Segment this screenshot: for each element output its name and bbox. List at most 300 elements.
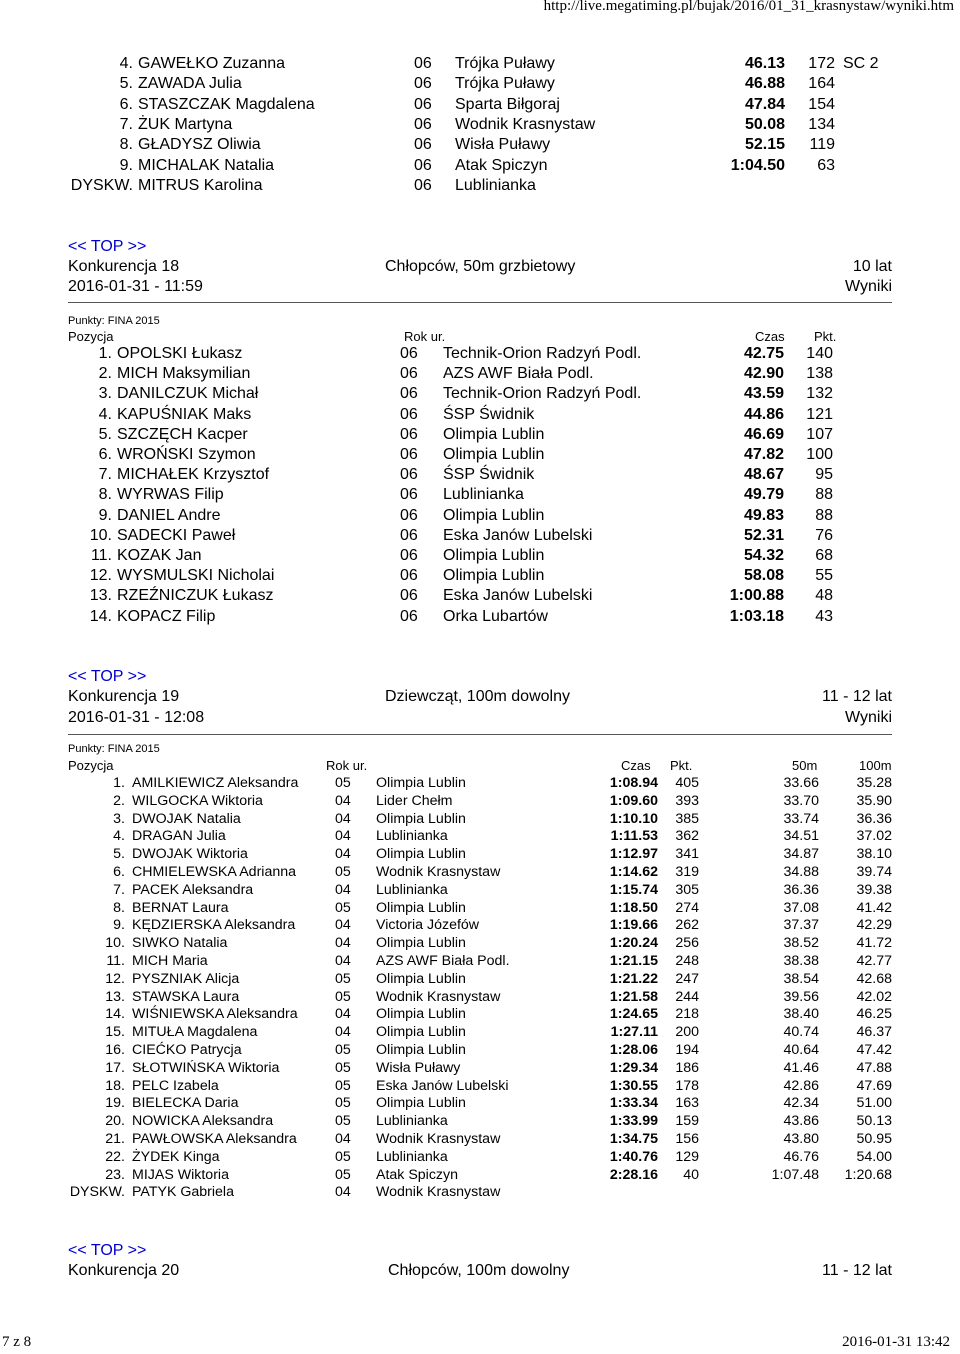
position: 14. xyxy=(89,607,112,625)
birth-year: 06 xyxy=(414,55,432,72)
split-50m: 33.70 xyxy=(783,792,819,809)
position: 3. xyxy=(113,810,125,827)
time: 46.69 xyxy=(743,425,784,443)
header-split-100m: 100m xyxy=(859,758,892,773)
position: 18. xyxy=(105,1077,125,1094)
birth-year: 06 xyxy=(400,587,418,605)
birth-year: 05 xyxy=(335,1059,351,1076)
position: 12. xyxy=(105,970,125,987)
birth-year: 04 xyxy=(335,1024,351,1041)
time: 1:08.94 xyxy=(609,775,658,791)
position: 5. xyxy=(119,75,133,93)
position: 16. xyxy=(105,1042,125,1058)
name: NOWICKA Aleksandra xyxy=(132,1113,274,1130)
header-points: Pkt. xyxy=(670,758,693,773)
points-system: Punkty: FINA 2015 xyxy=(68,315,160,327)
time: 1:21.15 xyxy=(609,953,658,969)
position: 15. xyxy=(105,1024,125,1041)
time: 1:10.10 xyxy=(609,810,658,827)
split-100m: 46.25 xyxy=(856,1006,892,1023)
time: 50.08 xyxy=(744,115,785,133)
split-50m: 40.74 xyxy=(783,1024,819,1041)
name: BIELECKA Daria xyxy=(132,1095,239,1112)
birth-year: 04 xyxy=(335,810,351,827)
time: 1:33.34 xyxy=(609,1095,658,1112)
points: 119 xyxy=(809,136,835,154)
name: KAPUŚNIAK Maks xyxy=(117,405,252,423)
birth-year: 05 xyxy=(335,988,351,1005)
header-time: Czas xyxy=(621,758,651,773)
name: GAWEŁKO Zuzanna xyxy=(138,55,286,72)
split-50m: 38.52 xyxy=(783,935,819,952)
split-100m: 38.10 xyxy=(856,846,892,863)
time: 49.83 xyxy=(743,506,784,524)
birth-year: 06 xyxy=(414,115,432,133)
time: 1:12.97 xyxy=(609,846,658,863)
time: 42.90 xyxy=(743,365,784,383)
position: 22. xyxy=(105,1148,125,1165)
top-link[interactable]: << TOP >> xyxy=(68,1242,147,1259)
club: Olimpia Lublin xyxy=(443,567,545,585)
split-100m: 42.29 xyxy=(856,917,892,934)
split-100m: 39.38 xyxy=(856,881,892,898)
birth-year: 06 xyxy=(400,345,418,362)
header-position: Pozycja xyxy=(68,758,114,773)
birth-year: 06 xyxy=(414,176,432,194)
club: Atak Spiczyn xyxy=(376,1166,459,1183)
position: 5. xyxy=(98,425,112,443)
club: Wodnik Krasnystaw xyxy=(376,1184,501,1201)
split-50m: 37.08 xyxy=(783,899,819,916)
birth-year: 05 xyxy=(335,864,351,880)
club: Wodnik Krasnystaw xyxy=(376,1131,501,1147)
event-datetime: 2016-01-31 - 12:08 xyxy=(68,709,205,726)
points: 244 xyxy=(675,988,699,1005)
club: Victoria Józefów xyxy=(376,917,480,934)
position: 8. xyxy=(98,486,112,504)
header-time: Czas xyxy=(755,329,785,344)
position: 4. xyxy=(98,405,112,423)
split-100m: 50.95 xyxy=(856,1131,892,1147)
club: Trójka Puławy xyxy=(455,75,555,93)
points: 159 xyxy=(675,1113,699,1130)
birth-year: 04 xyxy=(335,917,351,934)
page-number: 7 z 8 xyxy=(2,1334,32,1350)
club: Olimpia Lublin xyxy=(376,1095,466,1112)
points: 218 xyxy=(675,1006,699,1023)
split-100m: 51.00 xyxy=(856,1095,892,1112)
split-100m: 47.42 xyxy=(856,1042,892,1058)
position: 7. xyxy=(119,115,133,133)
club: AZS AWF Biała Podl. xyxy=(376,953,510,969)
split-100m: 54.00 xyxy=(856,1148,892,1165)
club: Lublinianka xyxy=(376,828,448,845)
split-100m: 47.88 xyxy=(856,1059,892,1076)
page-url: http://live.megatiming.pl/bujak/2016/01_31_krasnystaw/wyniki.htm xyxy=(543,0,954,14)
position: 21. xyxy=(105,1131,125,1147)
event-datetime: 2016-01-31 - 11:59 xyxy=(68,278,203,295)
name: GŁADYSZ Oliwia xyxy=(138,136,261,154)
name: PAWŁOWSKA Aleksandra xyxy=(132,1131,297,1147)
club: Olimpia Lublin xyxy=(376,775,466,791)
split-50m: 1:07.48 xyxy=(771,1166,819,1183)
birth-year: 05 xyxy=(335,1166,351,1183)
split-100m: 35.28 xyxy=(856,775,892,791)
position: 7. xyxy=(113,881,125,898)
name: WILGOCKA Wiktoria xyxy=(132,792,263,809)
name: DANIEL Andre xyxy=(117,506,221,524)
note: SC 2 xyxy=(843,55,879,72)
club: Wisła Puławy xyxy=(376,1059,461,1076)
name: OPOLSKI Łukasz xyxy=(117,345,243,362)
position: 6. xyxy=(98,446,112,463)
club: Eska Janów Lubelski xyxy=(443,587,593,605)
time: 1:30.55 xyxy=(609,1077,658,1094)
split-50m: 38.40 xyxy=(783,1006,819,1023)
points: 164 xyxy=(808,75,835,93)
name: STAWSKA Laura xyxy=(132,988,240,1005)
points: 247 xyxy=(675,970,699,987)
time: 46.88 xyxy=(744,75,785,93)
points: 140 xyxy=(806,345,833,362)
birth-year: 05 xyxy=(335,775,351,791)
time: 1:27.11 xyxy=(610,1024,658,1041)
event-number: Konkurencja 18 xyxy=(68,258,180,275)
name: CIEĆKO Patrycja xyxy=(132,1042,242,1058)
club: Olimpia Lublin xyxy=(443,506,545,524)
split-100m: 37.02 xyxy=(856,828,892,845)
points: 200 xyxy=(675,1024,699,1041)
club: Lublinianka xyxy=(455,176,536,194)
points: 319 xyxy=(675,864,699,880)
header-split-50m: 50m xyxy=(792,758,818,773)
birth-year: 04 xyxy=(335,1184,351,1201)
name: MIJAS Wiktoria xyxy=(132,1166,229,1183)
time: 1:09.60 xyxy=(609,792,658,809)
points: 63 xyxy=(817,156,835,174)
position: DYSKW. xyxy=(69,1184,125,1201)
club: Lider Chełm xyxy=(376,792,453,809)
time: 54.32 xyxy=(743,547,784,564)
club: Technik-Orion Radzyń Podl. xyxy=(443,385,642,403)
time: 1:15.74 xyxy=(609,881,658,898)
split-100m: 39.74 xyxy=(856,864,892,880)
birth-year: 05 xyxy=(335,1077,351,1094)
name: KOPACZ Filip xyxy=(117,607,216,625)
birth-year: 05 xyxy=(335,899,351,916)
position: 8. xyxy=(113,899,125,916)
points: 88 xyxy=(815,506,833,524)
birth-year: 04 xyxy=(335,1131,351,1147)
name: PYSZNIAK Alicja xyxy=(132,970,240,987)
name: MITRUS Karolina xyxy=(138,176,263,194)
position: 13. xyxy=(89,587,112,605)
position: 2. xyxy=(113,792,125,809)
position: 11. xyxy=(106,953,125,969)
position: 14. xyxy=(105,1006,125,1023)
position: 9. xyxy=(98,506,112,524)
position: 4. xyxy=(113,828,125,845)
position: 10. xyxy=(89,526,112,544)
name: MICH Maria xyxy=(132,953,208,969)
time: 58.08 xyxy=(743,567,784,585)
time: 47.84 xyxy=(744,95,785,113)
points: 68 xyxy=(815,547,833,564)
name: RZEŹNICZUK Łukasz xyxy=(117,587,274,605)
points: 163 xyxy=(675,1095,699,1112)
event-title: Chłopców, 50m grzbietowy xyxy=(385,258,576,275)
position: 1. xyxy=(98,345,112,362)
points: 178 xyxy=(675,1077,699,1094)
name: MICH Maksymilian xyxy=(117,365,251,383)
time: 1:14.62 xyxy=(609,864,658,880)
position: 7. xyxy=(98,466,112,484)
club: Olimpia Lublin xyxy=(443,547,545,564)
birth-year: 06 xyxy=(400,425,418,443)
birth-year: 06 xyxy=(400,547,418,564)
points: 76 xyxy=(815,526,833,544)
club: Eska Janów Lubelski xyxy=(443,526,593,544)
birth-year: 06 xyxy=(400,405,418,423)
club: Lublinianka xyxy=(443,486,524,504)
top-link[interactable]: << TOP >> xyxy=(68,668,147,685)
time: 1:03.18 xyxy=(729,607,784,625)
birth-year: 05 xyxy=(335,1113,351,1130)
club: Olimpia Lublin xyxy=(376,935,466,952)
position: 1. xyxy=(113,775,125,791)
birth-year: 06 xyxy=(400,506,418,524)
club: Sparta Biłgoraj xyxy=(455,95,560,113)
name: PATYK Gabriela xyxy=(132,1184,234,1201)
birth-year: 04 xyxy=(335,828,351,845)
points: 121 xyxy=(806,405,833,423)
split-50m: 36.36 xyxy=(783,881,819,898)
time: 52.31 xyxy=(743,526,784,544)
birth-year: 06 xyxy=(400,365,418,383)
points: 194 xyxy=(675,1042,699,1058)
points: 107 xyxy=(806,425,833,443)
birth-year: 05 xyxy=(335,1095,351,1112)
club: Eska Janów Lubelski xyxy=(376,1077,509,1094)
points: 40 xyxy=(683,1166,699,1183)
time: 1:21.58 xyxy=(609,988,658,1005)
birth-year: 06 xyxy=(400,446,418,463)
points: 172 xyxy=(808,55,835,72)
position: 19. xyxy=(105,1095,125,1112)
name: WYSMULSKI Nicholai xyxy=(117,567,275,585)
split-100m: 41.42 xyxy=(856,899,892,916)
time: 52.15 xyxy=(744,136,785,154)
position: 9. xyxy=(113,917,125,934)
split-50m: 43.80 xyxy=(783,1131,819,1147)
divider xyxy=(68,734,892,735)
split-100m: 47.69 xyxy=(856,1077,892,1094)
birth-year: 06 xyxy=(400,567,418,585)
birth-year: 06 xyxy=(400,385,418,403)
split-100m: 42.68 xyxy=(856,970,892,987)
points: 95 xyxy=(815,466,833,484)
name: DWOJAK Natalia xyxy=(132,810,241,827)
position: 17. xyxy=(105,1059,125,1076)
points: 100 xyxy=(806,446,833,463)
name: WROŃSKI Szymon xyxy=(117,446,256,463)
club: ŚSP Świdnik xyxy=(443,405,535,423)
split-50m: 38.38 xyxy=(783,953,819,969)
birth-year: 06 xyxy=(414,136,432,154)
split-100m: 46.37 xyxy=(856,1024,892,1041)
points: 132 xyxy=(806,385,833,403)
position: DYSKW. xyxy=(70,176,133,194)
split-50m: 38.54 xyxy=(783,970,819,987)
name: ŻYDEK Kinga xyxy=(132,1148,220,1165)
birth-year: 06 xyxy=(414,95,432,113)
club: Wodnik Krasnystaw xyxy=(455,115,596,133)
club: Olimpia Lublin xyxy=(376,810,466,827)
split-50m: 42.86 xyxy=(783,1077,819,1094)
time: 1:28.06 xyxy=(609,1042,658,1058)
name: WYRWAS Filip xyxy=(117,486,224,504)
points: 341 xyxy=(675,846,699,863)
position: 6. xyxy=(113,864,125,880)
split-100m: 42.77 xyxy=(856,953,892,969)
time: 1:21.22 xyxy=(609,970,658,987)
name: PELC Izabela xyxy=(132,1077,219,1094)
print-datetime: 2016-01-31 13:42 xyxy=(842,1334,950,1350)
points: 156 xyxy=(675,1131,699,1147)
points-system: Punkty: FINA 2015 xyxy=(68,743,160,755)
name: SADECKI Paweł xyxy=(117,526,236,544)
name: PACEK Aleksandra xyxy=(132,881,254,898)
time: 1:33.99 xyxy=(609,1113,658,1130)
name: KOZAK Jan xyxy=(117,547,202,564)
name: ŻUK Martyna xyxy=(138,115,233,133)
time: 1:11.53 xyxy=(610,828,658,845)
name: WIŚNIEWSKA Aleksandra xyxy=(132,1006,298,1023)
points: 305 xyxy=(675,881,699,898)
event-age: 11 - 12 lat xyxy=(822,688,892,705)
club: Olimpia Lublin xyxy=(376,1042,466,1058)
time: 1:34.75 xyxy=(609,1131,658,1147)
name: DRAGAN Julia xyxy=(132,828,226,845)
time: 49.79 xyxy=(743,486,784,504)
points: 129 xyxy=(675,1148,699,1165)
birth-year: 06 xyxy=(400,607,418,625)
split-100m: 35.90 xyxy=(856,792,892,809)
time: 42.75 xyxy=(743,345,784,362)
name: MICHALAK Natalia xyxy=(138,156,275,174)
birth-year: 05 xyxy=(335,1148,351,1165)
club: Olimpia Lublin xyxy=(376,970,466,987)
birth-year: 04 xyxy=(335,846,351,863)
time: 44.86 xyxy=(743,405,784,423)
header-position: Pozycja xyxy=(68,329,114,344)
position: 9. xyxy=(119,156,133,174)
club: Olimpia Lublin xyxy=(443,446,545,463)
points: 385 xyxy=(675,810,699,827)
position: 13. xyxy=(105,988,125,1005)
points: 362 xyxy=(675,828,699,845)
points: 88 xyxy=(815,486,833,504)
split-50m: 33.74 xyxy=(783,810,819,827)
position: 8. xyxy=(119,136,133,154)
club: Lublinianka xyxy=(376,1113,448,1130)
time: 1:04.50 xyxy=(730,156,785,174)
event-age: 10 lat xyxy=(852,258,892,275)
name: SZCZĘCH Kacper xyxy=(117,425,248,443)
split-100m: 36.36 xyxy=(856,810,892,827)
position: 23. xyxy=(105,1166,125,1183)
name: MITUŁA Magdalena xyxy=(132,1024,258,1041)
top-link[interactable]: << TOP >> xyxy=(68,238,147,255)
name: DANILCZUK Michał xyxy=(117,385,259,403)
name: MICHAŁEK Krzysztof xyxy=(117,466,270,484)
points: 256 xyxy=(675,935,699,952)
split-50m: 33.66 xyxy=(783,775,819,791)
event-title: Dziewcząt, 100m dowolny xyxy=(385,688,570,705)
points: 55 xyxy=(815,567,833,585)
name: KĘDZIERSKA Aleksandra xyxy=(132,917,296,934)
birth-year: 06 xyxy=(400,466,418,484)
club: Orka Lubartów xyxy=(443,607,548,625)
club: ŚSP Świdnik xyxy=(443,466,535,484)
time: 1:40.76 xyxy=(609,1148,658,1165)
club: Olimpia Lublin xyxy=(376,846,466,863)
name: SŁOTWIŃSKA Wiktoria xyxy=(132,1059,280,1076)
club: Wodnik Krasnystaw xyxy=(376,988,501,1005)
split-50m: 39.56 xyxy=(783,988,819,1005)
event-title: Chłopców, 100m dowolny xyxy=(388,1262,570,1279)
split-100m: 1:20.68 xyxy=(844,1166,892,1183)
time: 1:20.24 xyxy=(609,935,658,952)
position: 6. xyxy=(119,95,133,113)
club: Olimpia Lublin xyxy=(376,899,466,916)
position: 10. xyxy=(105,935,125,952)
time: 2:28.16 xyxy=(609,1166,658,1183)
birth-year: 04 xyxy=(335,1006,351,1023)
birth-year: 05 xyxy=(335,1042,351,1058)
points: 248 xyxy=(675,953,699,969)
event-number: Konkurencja 19 xyxy=(68,688,180,705)
header-year: Rok ur. xyxy=(404,329,446,344)
birth-year: 06 xyxy=(400,486,418,504)
points: 274 xyxy=(675,899,699,916)
points: 154 xyxy=(808,95,835,113)
split-50m: 34.51 xyxy=(783,828,819,845)
club: Wodnik Krasnystaw xyxy=(376,864,501,880)
name: DWOJAK Wiktoria xyxy=(132,846,248,863)
time: 1:00.88 xyxy=(729,587,784,605)
event-age: 11 - 12 lat xyxy=(822,1262,892,1279)
split-50m: 43.86 xyxy=(783,1113,819,1130)
header-points: Pkt. xyxy=(814,329,837,344)
points: 138 xyxy=(806,365,833,383)
split-50m: 34.87 xyxy=(783,846,819,863)
split-100m: 41.72 xyxy=(856,935,892,952)
birth-year: 06 xyxy=(414,75,432,93)
time: 43.59 xyxy=(743,385,784,403)
points: 186 xyxy=(675,1059,699,1076)
birth-year: 06 xyxy=(400,526,418,544)
birth-year: 04 xyxy=(335,792,351,809)
club: Olimpia Lublin xyxy=(443,425,545,443)
name: BERNAT Laura xyxy=(132,899,229,916)
split-50m: 46.76 xyxy=(783,1148,819,1165)
points: 134 xyxy=(808,115,835,133)
points: 393 xyxy=(675,792,699,809)
position: 5. xyxy=(113,846,125,863)
club: Olimpia Lublin xyxy=(376,1006,466,1023)
position: 3. xyxy=(98,385,112,403)
